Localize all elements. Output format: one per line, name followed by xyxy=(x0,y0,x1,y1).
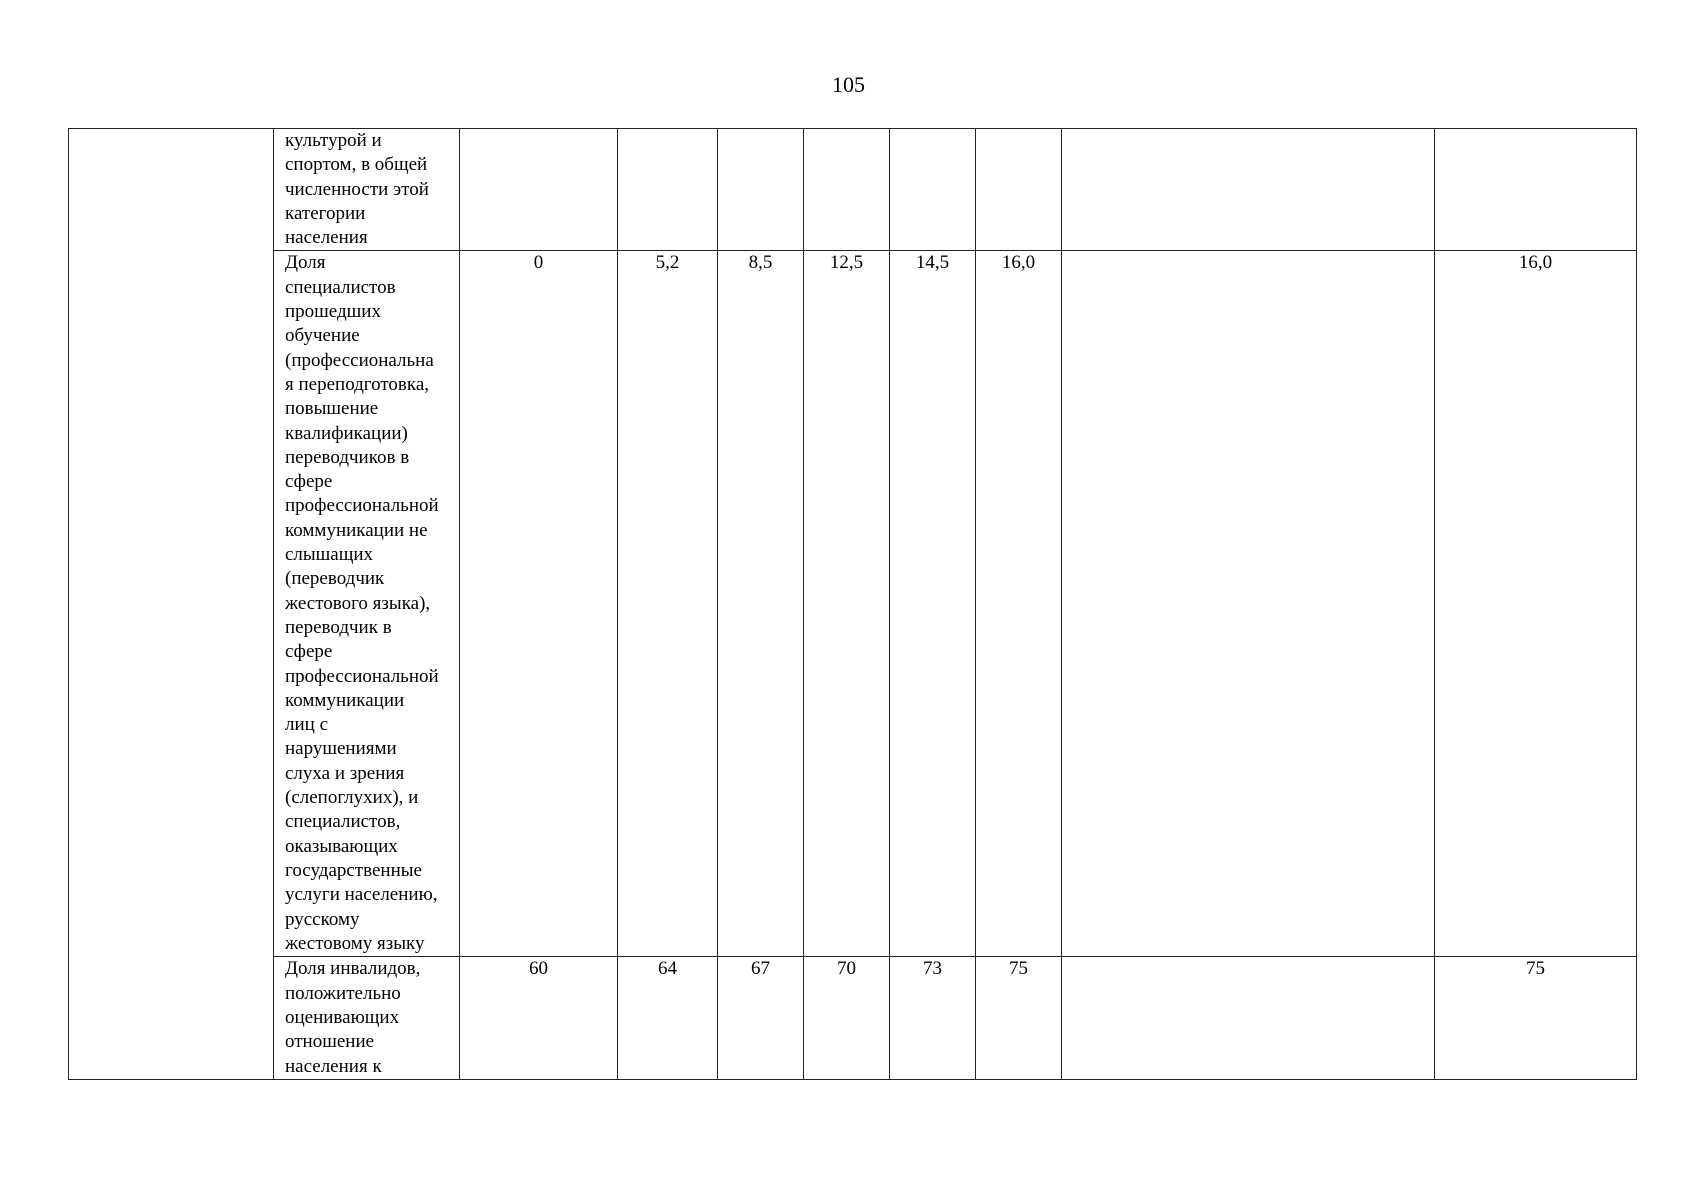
value-cell: 8,5 xyxy=(718,251,804,957)
indicators-table xyxy=(68,128,1637,1080)
value-cell: 64 xyxy=(618,957,718,1079)
value-cell: 5,2 xyxy=(618,251,718,957)
value-cell: 12,5 xyxy=(804,251,890,957)
value-cell xyxy=(618,129,718,251)
indicator-cell: Доля специалистов прошедших обучение (профессиональна я переподготовка, повышение квалификации) переводчиков в сфере профессиональной коммуникации не слышащих (переводчик жестового языка), переводчик в сфере профессиональной коммуникации лиц с нарушениями слуха и зрения (слепоглухих), и специалистов, оказывающих государственные услуги населению, русскому жестовому языку xyxy=(274,251,460,957)
value-cell: 67 xyxy=(718,957,804,1079)
final-value-cell: 16,0 xyxy=(1435,251,1637,957)
value-cell: 0 xyxy=(460,251,618,957)
value-cell: 70 xyxy=(804,957,890,1079)
page-number: 105 xyxy=(832,72,865,97)
table-row xyxy=(69,129,1637,251)
value-cell: 75 xyxy=(976,957,1062,1079)
value-cell: 60 xyxy=(460,957,618,1079)
note-cell xyxy=(1062,957,1435,1079)
final-value-cell xyxy=(1435,129,1637,251)
program-cell xyxy=(69,129,274,1080)
final-value-cell: 75 xyxy=(1435,957,1637,1079)
table-row xyxy=(69,251,1637,957)
value-cell: 16,0 xyxy=(976,251,1062,957)
value-cell xyxy=(804,129,890,251)
note-cell xyxy=(1062,251,1435,957)
value-cell xyxy=(890,129,976,251)
value-cell: 73 xyxy=(890,957,976,1079)
value-cell xyxy=(976,129,1062,251)
table-row xyxy=(69,957,1637,1079)
indicator-cell: культурой и спортом, в общей численности этой категории населения xyxy=(274,129,460,251)
indicator-cell: Доля инвалидов, положительно оценивающих отношение населения к xyxy=(274,957,460,1079)
note-cell xyxy=(1062,129,1435,251)
value-cell xyxy=(460,129,618,251)
value-cell: 14,5 xyxy=(890,251,976,957)
value-cell xyxy=(718,129,804,251)
